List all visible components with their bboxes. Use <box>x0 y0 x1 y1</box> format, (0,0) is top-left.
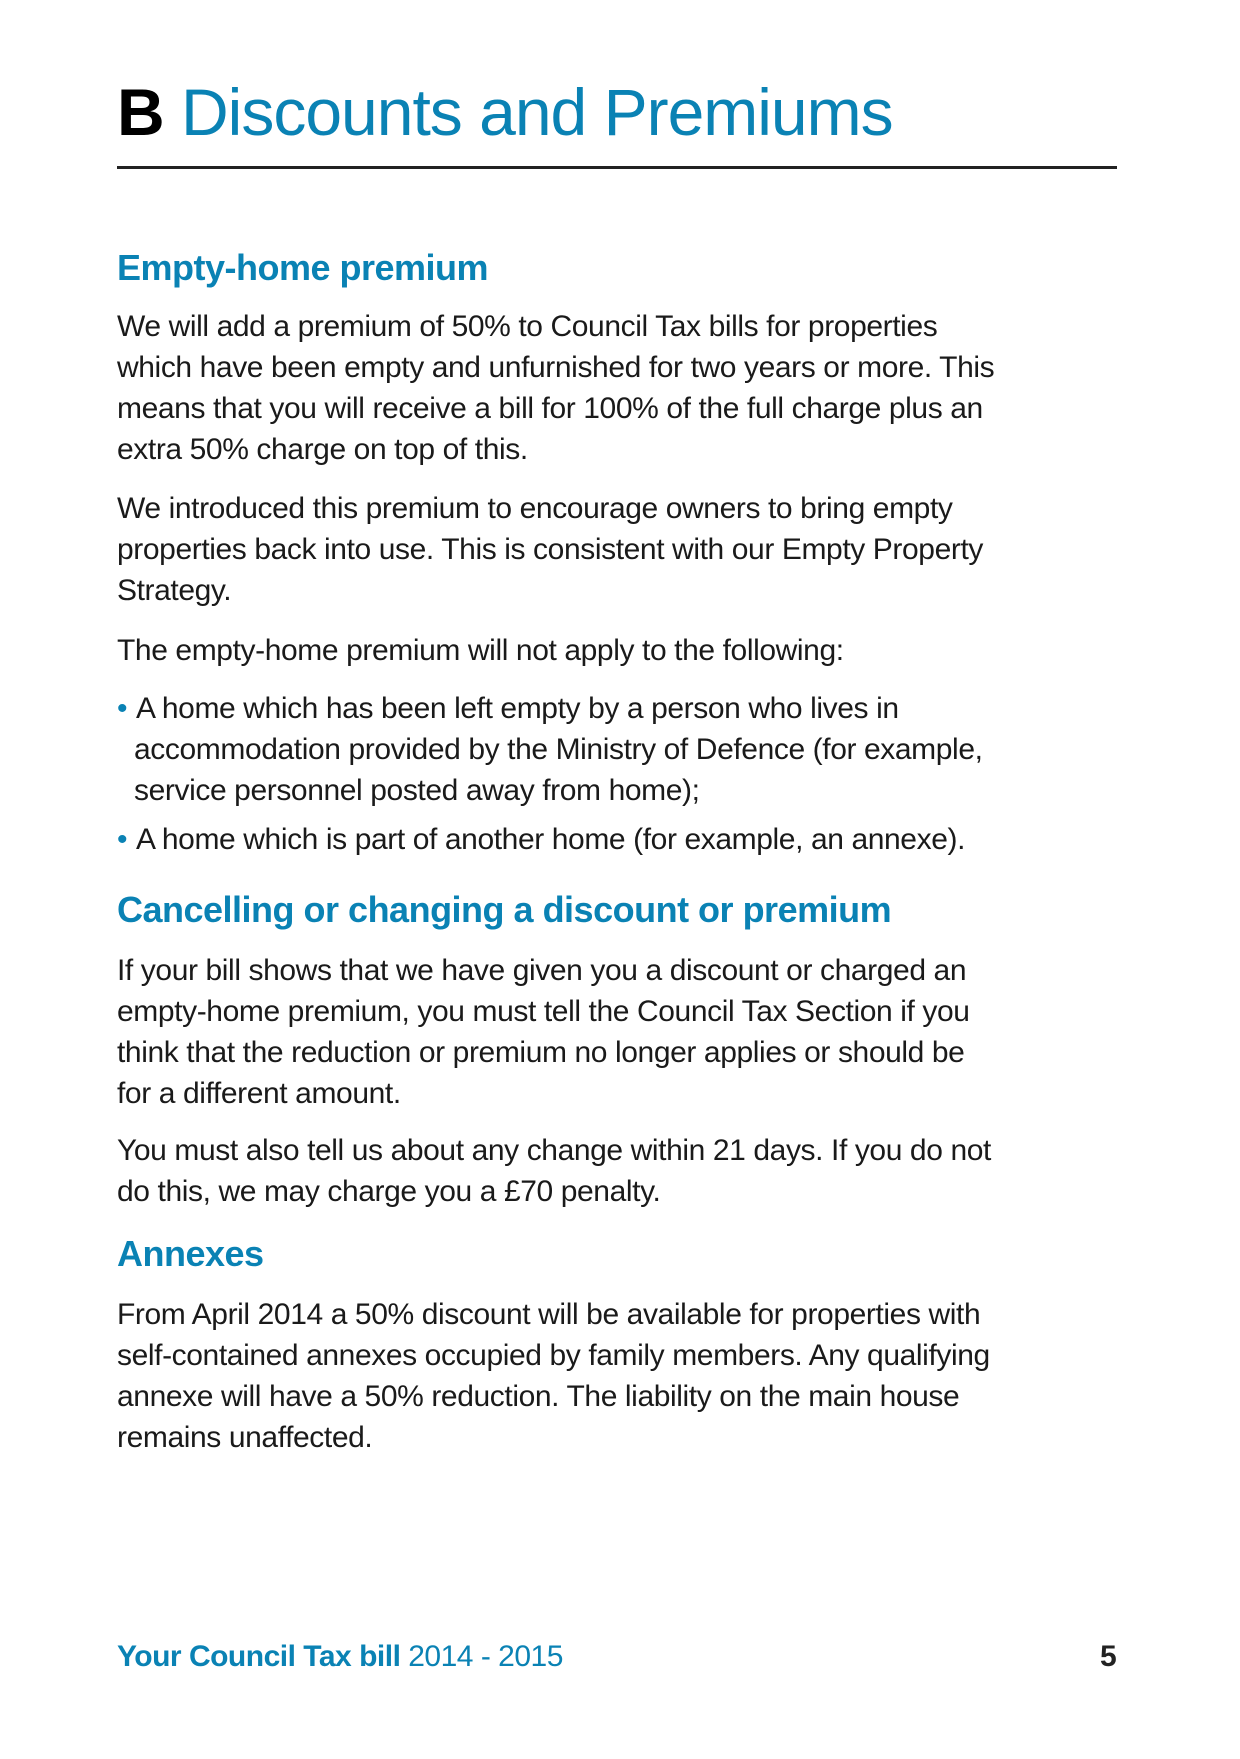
section-letter: B <box>117 75 164 149</box>
text-line: The empty-home premium will not apply to the following: <box>117 634 844 667</box>
text-line: self-contained annexes occupied by family members. Any qualifying <box>117 1339 990 1372</box>
paragraph <box>117 950 970 1114</box>
title-text: Discounts and Premiums <box>181 75 893 149</box>
text-line: properties back into use. This is consistent with our Empty Property <box>117 533 983 566</box>
text-line: means that you will receive a bill for 100% of the full charge plus an <box>117 392 983 425</box>
paragraph <box>117 630 844 671</box>
bullet-icon: • <box>117 692 128 725</box>
paragraph <box>117 488 983 611</box>
text-line: for a different amount. <box>117 1077 401 1110</box>
paragraph <box>117 1130 991 1212</box>
text-line: From April 2014 a 50% discount will be available for properties with <box>117 1298 981 1331</box>
text-line: accommodation provided by the Ministry of Defence (for example, <box>134 733 983 766</box>
text-line: think that the reduction or premium no longer applies or should be <box>117 1036 965 1069</box>
title-divider <box>117 166 1117 169</box>
page-title <box>117 72 893 152</box>
bullet-item <box>117 688 983 811</box>
paragraph <box>117 306 994 470</box>
text-line: You must also tell us about any change within 21 days. If you do not <box>117 1134 991 1167</box>
text-line: extra 50% charge on top of this. <box>117 433 528 466</box>
footer-bold: Your Council Tax bill <box>117 1640 401 1673</box>
text-line: service personnel posted away from home); <box>134 774 700 807</box>
text-line: We will add a premium of 50% to Council Tax bills for properties <box>117 310 938 343</box>
text-line: do this, we may charge you a £70 penalty. <box>117 1175 661 1208</box>
text-line: remains unaffected. <box>117 1421 373 1454</box>
text-line: We introduced this premium to encourage owners to bring empty <box>117 492 953 525</box>
text-line: A home which has been left empty by a person who lives in <box>136 692 899 725</box>
heading-empty-home-premium: Empty-home premium <box>117 247 489 288</box>
text-line: If your bill shows that we have given you a discount or charged an <box>117 954 967 987</box>
text-line: Strategy. <box>117 574 232 607</box>
text-line: A home which is part of another home (for example, an annexe). <box>136 823 965 856</box>
heading-annexes: Annexes <box>117 1233 264 1274</box>
heading-cancelling-discount: Cancelling or changing a discount or premium <box>117 889 892 930</box>
bullet-icon: • <box>117 823 128 856</box>
page-number: 5 <box>1100 1640 1117 1673</box>
text-line: empty-home premium, you must tell the Council Tax Section if you <box>117 995 970 1028</box>
footer-title <box>117 1640 563 1674</box>
text-line: annexe will have a 50% reduction. The liability on the main house <box>117 1380 960 1413</box>
text-line: which have been empty and unfurnished for two years or more. This <box>117 351 995 384</box>
bullet-item <box>117 819 965 860</box>
footer-years: 2014 - 2015 <box>408 1640 563 1673</box>
paragraph <box>117 1294 990 1458</box>
